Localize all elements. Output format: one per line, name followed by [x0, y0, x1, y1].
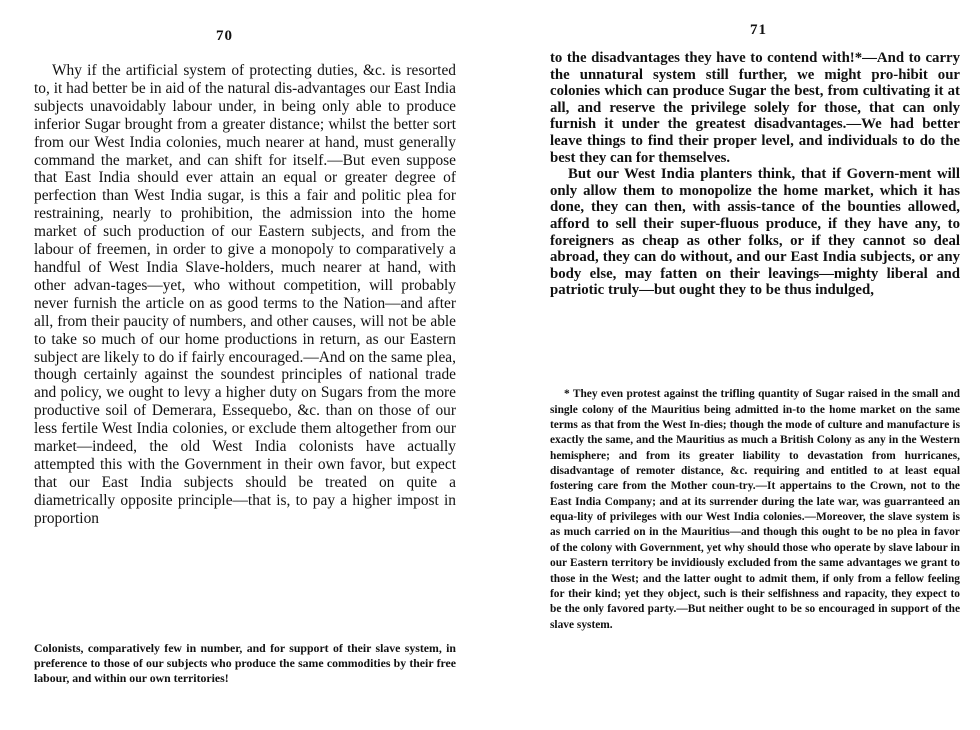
- paragraph: But our West India planters think, that if Govern-ment will only allow them to monopolize the home market, which it has done, they can then, with assis-tance of the bounties allowed, afford to sell their super-fluous produce, if they have any, to foreigners as cheap as other folks, or if they cannot so deal abroad, they can do without, and our East India subjects, or any body else, may fatten on their leavings—mighty liberal and patriotic truly—but ought they to be thus indulged,: [550, 166, 960, 299]
- footnote-text: * They even protest against the trifling quantity of Sugar raised in the small and single colony of the Mauritius being admitted in-to the home market on the same terms as that from the West In-dies; though the mode of culture and manufacture is exactly the same, and the Mauritius as much a British Colony as any in the Western hemisphere; and from its greater liability to devastation from hurricanes, disadvantage of remoter distance, &c. requiring and entitled to at least equal fostering care from the Mother coun-try.—It appertains to the Crown, not to the East India Company; and at its surrender during the late war, was guarranteed an equa-lity of privileges with our West India colonies.—Moreover, the slave system is as much carried on in the Mauritius—and though this ought to be no plea in favor of the colony with Government, yet why should those who operate by slave labour in our Eastern territory be invidiously excluded from the same advantages we grant to those in the West; and the latter ought to admit them, if only from a fellow feeling for their kind; yet they object, such is their selfishness and rapacity, they expect to be the only favored party.—But neither ought to be so encouraged in support of the slave system.: [550, 388, 960, 631]
- paragraph: to the disadvantages they have to contend with!*—And to carry the unnatural system still further, we might pro-hibit our colonies which can produce Sugar the best, from cultivating it at all, and reserve the privilege solely for those, that can only furnish it under the greatest disadvantages.—We had better leave things to find their proper level, and individuals to do the best they can for themselves.: [550, 50, 960, 166]
- footnote: [550, 376, 960, 644]
- paragraph: Why if the artificial system of protecting duties, &c. is resorted to, it had better be in aid of the natural dis-advantages our East India subjects unavoidably labour under, in being only able to produce inferior Sugar brought from a greater distance; whilst the better sort from our West India colonies, much nearer at hand, must generally command the market, and can shift for itself.—But even suppose that East India should ever attain an equal or greater degree of perfection than West India sugar, is this a fair and politic plea for restraining, nearly to prohibition, the admission into the home market of such production of our Eastern subjects, and from the labour of freemen, in order to give a monopoly to comparatively a handful of West India Slave-holders, much nearer at hand, with other advan-tages—yet, who without competition, will probably never furnish the article on as good terms to the Nation—and after all, from their paucity of numbers, and other causes, will not be able to take so much of our home productions in return, as our Eastern subject are likely to do if fairly encouraged.—And on the same plea, though certainly against the soundest principles of national trade and policy, we ought to levy a higher duty on Sugars from the more productive soil of Demerara, Essequebo, &c. than on those of our less fertile West India colonies, or exclude them altogether from our market—indeed, the old West India colonists have actually attempted this with the Government in their own favor, but expect that our East India subjects should be treated on quite a diametrically opposite principle—that is, to pay a higher impost in proportion: [34, 62, 456, 527]
- left-page-body: [34, 62, 456, 528]
- page-number-right: 71: [750, 22, 767, 38]
- right-page-body: [550, 50, 960, 299]
- page-number-left: 70: [216, 28, 233, 44]
- footnote-continuation: Colonists, comparatively few in number, and for support of their slave system, in preference to those of our subjects who produce the same commodities by their free labour, and within our own territories!: [34, 641, 456, 686]
